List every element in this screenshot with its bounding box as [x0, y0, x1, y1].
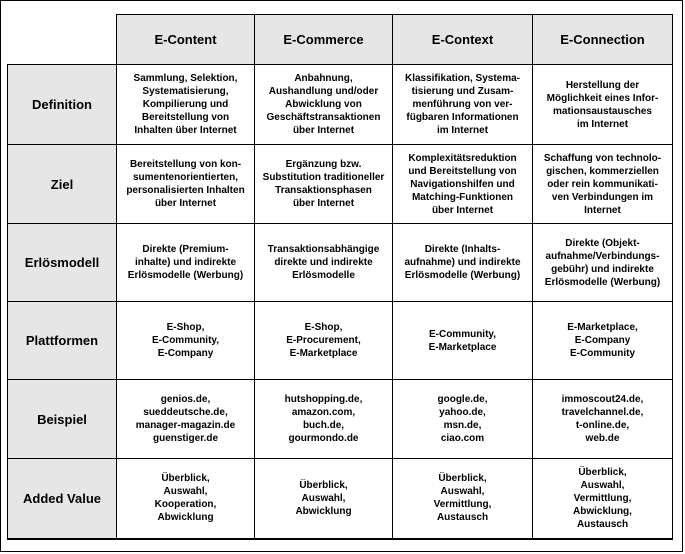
column-header-e-commerce: E-Commerce [255, 15, 393, 65]
table-cell: google.de, yahoo.de, msn.de, ciao.com [393, 380, 533, 459]
table-cell: Direkte (Premium- inhalte) und indirekte Erlösmodelle (Werbung) [117, 224, 255, 302]
row-header-erloesmodell: Erlösmodell [8, 224, 117, 302]
table-cell: E-Marketplace, E-Company E-Community [533, 302, 673, 380]
table-cell: Transaktionsabhängige direkte und indirekte Erlösmodelle [255, 224, 393, 302]
table-cell: Sammlung, Selektion, Systematisierung, Kompilierung und Bereitstellung von Inhalten über Internet [117, 65, 255, 145]
table-row-definition [8, 65, 673, 145]
column-header-e-connection: E-Connection [533, 15, 673, 65]
table-cell: E-Shop, E-Procurement, E-Marketplace [255, 302, 393, 380]
table-cell: Ergänzung bzw. Substitution traditioneller Transaktionsphasen über Internet [255, 145, 393, 224]
row-header-added-value: Added Value [8, 459, 117, 539]
table-cell: Bereitstellung von kon- sumentenorientierten, personalisierten Inhalten über Internet [117, 145, 255, 224]
header-row [8, 15, 673, 65]
table-cell: Überblick, Auswahl, Abwicklung [255, 459, 393, 539]
table-row-beispiel [8, 380, 673, 459]
table-cell: Anbahnung, Aushandlung und/oder Abwicklung von Geschäftstransaktionen über Internet [255, 65, 393, 145]
corner-cell [8, 15, 117, 65]
table-cell: hutshopping.de, amazon.com, buch.de, gourmondo.de [255, 380, 393, 459]
table-row-ziel [8, 145, 673, 224]
table-row-added-value [8, 459, 673, 539]
table-cell: genios.de, sueddeutsche.de, manager-magazin.de guenstiger.de [117, 380, 255, 459]
column-header-e-context: E-Context [393, 15, 533, 65]
table-row-plattformen [8, 302, 673, 380]
table-cell: Überblick, Auswahl, Kooperation, Abwicklung [117, 459, 255, 539]
table-cell: Schaffung von technolo- gischen, kommerziellen oder rein kommunikati- ven Verbindungen im Internet [533, 145, 673, 224]
table-cell: Direkte (Objekt- aufnahme/Verbindungs- gebühr) und indirekte Erlösmodelle (Werbung) [533, 224, 673, 302]
table-cell: Überblick, Auswahl, Vermittlung, Abwicklung, Austausch [533, 459, 673, 539]
table-cell: E-Shop, E-Community, E-Company [117, 302, 255, 380]
column-header-e-content: E-Content [117, 15, 255, 65]
row-header-definition: Definition [8, 65, 117, 145]
table-cell: immoscout24.de, travelchannel.de, t-online.de, web.de [533, 380, 673, 459]
table-cell: Überblick, Auswahl, Vermittlung, Austausch [393, 459, 533, 539]
table-cell: Klassifikation, Systema- tisierung und Zusam- menführung von ver- fügbaren Informationen im Internet [393, 65, 533, 145]
row-header-ziel: Ziel [8, 145, 117, 224]
comparison-table [7, 14, 673, 540]
table-cell: Komplexitätsreduktion und Bereitstellung von Navigationshilfen und Matching-Funktionen über Internet [393, 145, 533, 224]
table-cell: Direkte (Inhalts- aufnahme) und indirekte Erlösmodelle (Werbung) [393, 224, 533, 302]
row-header-plattformen: Plattformen [8, 302, 117, 380]
table-cell: E-Community, E-Marketplace [393, 302, 533, 380]
table-cell: Herstellung der Möglichkeit eines Infor- mationsaustausches im Internet [533, 65, 673, 145]
table-row-erloesmodell [8, 224, 673, 302]
row-header-beispiel: Beispiel [8, 380, 117, 459]
